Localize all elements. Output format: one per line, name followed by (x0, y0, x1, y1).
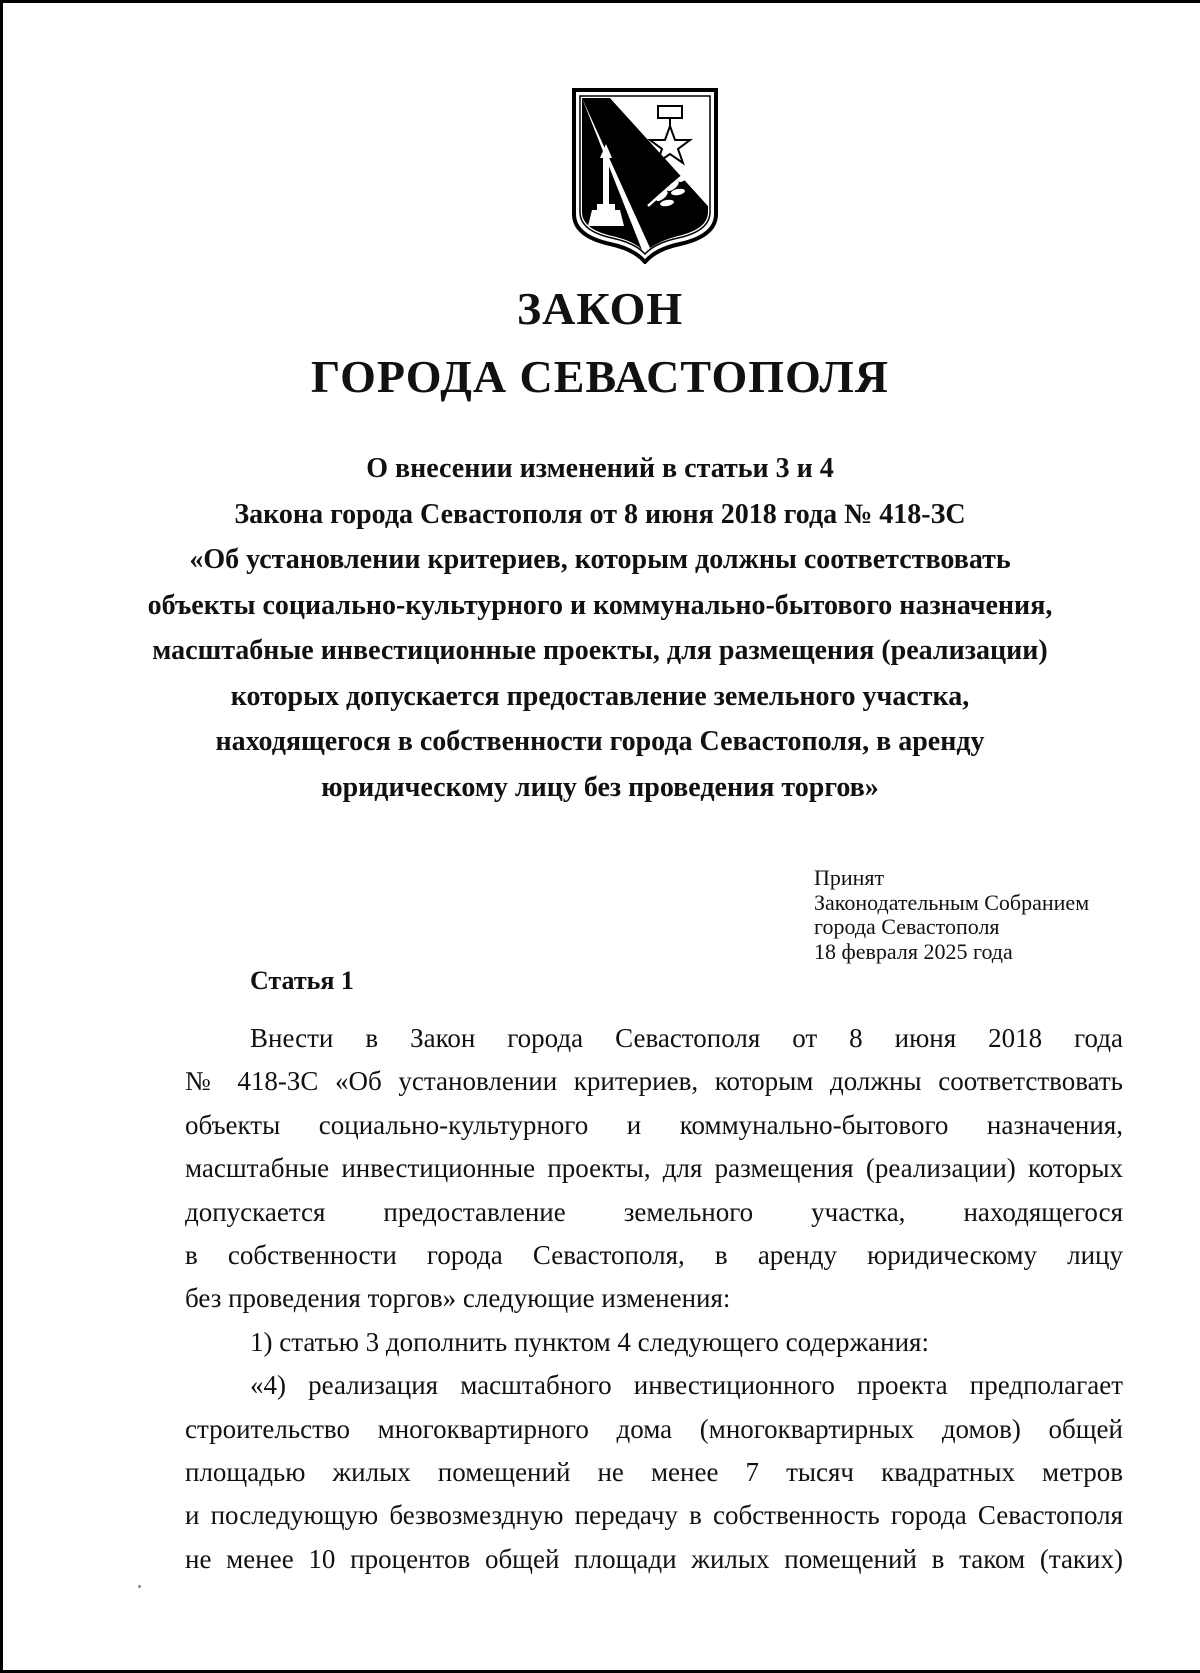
heading-line: «Об установлении критериев, которым должны соответствовать (189, 544, 1011, 575)
body-line: «4) реализация масштабного инвестиционного проекта предполагает (250, 1370, 1123, 1401)
scan-border-left (0, 0, 3, 1673)
body-line: № 418-ЗС «Об установлении критериев, которым должны соответствовать (185, 1066, 1123, 1097)
body-line: не менее 10 процентов общей площади жилых помещений в таком (таких) (185, 1543, 1123, 1574)
body-line: и последующую безвозмездную передачу в собственность города Севастополя (185, 1500, 1123, 1531)
heading-line: которых допускается предоставление земельного участка, (230, 680, 970, 712)
law-title: ЗАКОН (516, 283, 684, 334)
law-heading (120, 446, 1080, 810)
heading-line: находящегося в собственности города Севастополя, в аренду (215, 726, 985, 757)
adoption-line: Принят (814, 865, 885, 890)
body-line: без проведения торгов» следующие изменения: (185, 1283, 731, 1314)
adoption-note (814, 866, 1089, 964)
body-line: в собственности города Севастополя, в аренду юридическому лицу (185, 1239, 1123, 1270)
body-line: строительство многоквартирного дома (многоквартирных домов) общей (185, 1413, 1123, 1444)
adoption-line: города Севастополя (814, 914, 1000, 939)
body-line: 1) статью 3 дополнить пунктом 4 следующего содержания: (250, 1326, 929, 1357)
adoption-date: 18 февраля 2025 года (814, 938, 1013, 964)
scan-speck (138, 1585, 141, 1588)
adoption-line: Законодательным Собранием (814, 889, 1090, 915)
body-line: Внести в Закон города Севастополя от 8 июня 2018 года (250, 1023, 1123, 1053)
body-line: объекты социально-культурного и коммунально-бытового назначения, (185, 1109, 1123, 1140)
heading-line: юридическому лицу без проведения торгов» (321, 771, 879, 803)
body-line: площадью жилых помещений не менее 7 тысяч квадратных метров (185, 1456, 1123, 1487)
heading-line: Закона города Севастополя от 8 июня 2018 года № 418-ЗС (234, 498, 966, 530)
scan-border-top (0, 0, 1200, 3)
heading-line: масштабные инвестиционные проекты, для размещения (реализации) (152, 635, 1048, 666)
article-title: Статья 1 (250, 966, 354, 995)
heading-line: О внесении изменений в статьи 3 и 4 (366, 453, 834, 484)
body-line: допускается предоставление земельного участка, находящегося (185, 1196, 1123, 1227)
law-issuer: ГОРОДА СЕВАСТОПОЛЯ (310, 351, 890, 402)
body-line: масштабные инвестиционные проекты, для размещения (реализации) которых (185, 1153, 1123, 1184)
sevastopol-coat-of-arms-icon (570, 86, 720, 264)
heading-line: объекты социально-культурного и коммунально-бытового назначения, (147, 589, 1053, 621)
article-body (185, 1017, 1123, 1581)
